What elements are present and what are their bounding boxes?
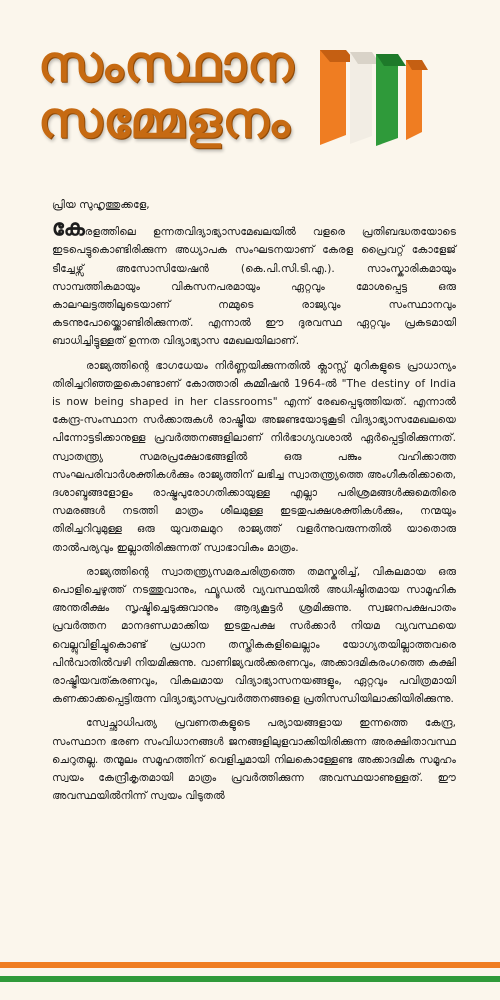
stripe-green <box>0 976 500 982</box>
letter-body <box>52 196 456 812</box>
paragraph-2-text-after: എന്ന് രേഖപ്പെടുത്തിയത്. എന്നാൽ കേന്ദ്ര-സംസ്ഥാന സർക്കാരുകൾ രാഷ്ട്രീയ അജണ്ടയോടുകൂടി വിദ്യാഭ്യാസമേഖലയെ പിന്നോട്ടടിക്കാനുള്ള പ്രവർത്തനങ്ങളിലാണ് നിർഭാഗ്യവശാൽ ഏർപ്പെട്ടിരിക്കുന്നത്. സ്വാതന്ത്ര്യ സമരപ്രക്ഷോഭങ്ങളിൽ ഒരു പങ്കും വഹിക്കാത്ത സംഘപരിവാർശക്തികൾക്കും രാജ്യത്തിന് ലഭിച്ച സ്വാതന്ത്ര്യത്തെ അംഗീകരിക്കാതെ, ദശാബ്ദങ്ങളോളം രാഷ്ട്രപുരോഗതിക്കായുള്ള എല്ലാ പരിശ്രമങ്ങൾക്കുമെതിരെ സമരങ്ങൾ നടത്തി മാത്രം ശീലമുള്ള ഇടതുപക്ഷശക്തികൾക്കും, നന്മയും തിരിച്ചറിവുമുള്ള ഒരു യുവതലമുറ രാജ്യത്ത് വളർന്നുവരുന്നതിൽ യാതൊരു താൽപര്യവും ഇല്ലാതിരിക്കുന്നത് സ്വാഭാവികം മാത്രം. <box>52 396 457 554</box>
tricolor-footer-stripes <box>0 962 500 1000</box>
title-line-1: സംസ്ഥാന <box>38 35 295 93</box>
drop-cap: കേ <box>52 216 85 242</box>
paragraph-3: രാജ്യത്തിന്റെ സ്വാതന്ത്ര്യസമരചരിത്രത്തെ തമസ്കരിച്ച്, വികലമായ ഒരു പൊളിച്ചെഴുത്ത് നടത്തുവാനും, ഫ്യൂഡൽ വ്യവസ്ഥയിൽ അധിഷ്ഠിതമായ സാമൂഹിക അന്തരീക്ഷം സൃഷ്ടിച്ചെടുക്കുവാനും ആദ്യകൂട്ടർ ശ്രമിക്കുന്നു. സ്വജനപക്ഷപാതം പ്രവർത്തന മാനദണ്ഡമാക്കിയ ഇടതുപക്ഷ സർക്കാർ നിയമ വ്യവസ്ഥയെ വെല്ലുവിളിച്ചുകൊണ്ട് പ്രധാന തസ്തികകളിലെല്ലാം യോഗ്യതയില്ലാത്തവരെ പിൻവാതിൽവഴി നിയമിക്കുന്നു. വാണിജ്യവൽക്കരണവും, അക്കാദമികരംഗത്തെ കക്ഷി രാഷ്ട്രീയവത്കരണവും, വികലമായ വിദ്യാഭ്യാസനയങ്ങളും, ഏറ്റവും പവിത്രമായി കണക്കാക്കപ്പെട്ടിരുന്ന വിദ്യാഭ്യാസപ്രവർത്തനങ്ങളെ പ്രതിസന്ധിയിലാക്കിയിരിക്കുന്നു. <box>52 565 456 706</box>
paragraph-4: സ്വേച്ഛാധിപത്യ പ്രവണതകളുടെ പര്യായങ്ങളായ ഇന്നത്തെ കേന്ദ്ര, സംസ്ഥാന ഭരണ സംവിധാനങ്ങൾ ജനങ്ങളിലുളവാക്കിയിരിക്കുന്ന അരക്ഷിതാവസ്ഥ ചെറുതല്ല. തന്മൂലം സമൂഹത്തിന് വെളിച്ചമായി നിലകൊള്ളേണ്ട അക്കാദമിക സമൂഹം സ്വയം കേന്ദ്രീകൃതമായി മാത്രം പ്രവർത്തിക്കുന്ന അവസ്ഥയാണുള്ളത്. ഈ അവസ്ഥയിൽനിന്ന് സ്വയം വിടുതൽ <box>52 717 456 803</box>
header <box>0 0 500 170</box>
tricolor-ribbon-icon <box>300 40 440 150</box>
kothari-quote: "The destiny of India is now being shaped in her classrooms" <box>52 377 456 409</box>
paragraph-1-text: രളത്തിലെ ഉന്നതവിദ്യാഭ്യാസമേഖലയിൽ വളരെ പ്രതിബദ്ധതയോടെ ഇടപെട്ടുകൊണ്ടിരിക്കുന്ന അധ്യാപക സംഘടനയാണ് കേരള പ്രൈവറ്റ് കോളേജ് ടീച്ചേഴ്സ് അസോസിയേഷൻ (കെ.പി.സി.ടി.എ.). സാംസ്കാരികമായും സാമ്പത്തികമായും വികസനപരമായും ഏറ്റവും മോശപ്പെട്ട ഒരു കാലഘട്ടത്തിലൂടെയാണ് നമ്മുടെ രാജ്യവും സംസ്ഥാനവും കടന്നുപോയ്ക്കൊണ്ടിരിക്കുന്നത്. എന്നാൽ ഈ ദുരവസ്ഥ ഏറ്റവും പ്രകടമായി ബാധിച്ചിട്ടുള്ളത് ഉന്നത വിദ്യാഭ്യാസ മേഖലയിലാണ്. <box>52 226 456 348</box>
salutation: പ്രിയ സുഹൃത്തുക്കളേ, <box>52 199 150 211</box>
stripe-white <box>0 968 500 976</box>
paragraph-2 <box>52 357 456 557</box>
paragraph-2-text-before: രാജ്യത്തിന്റെ ഭാഗധേയം നിർണ്ണയിക്കുന്നതിൽ ക്ലാസ്സ് മുറികളുടെ പ്രാധാന്യം തിരിച്ചറിഞ്ഞതുകൊണ്ടാണ് കോത്താരി കമ്മീഷൻ 1964-ൽ <box>52 359 456 390</box>
title-line-2: സമ്മേളനം <box>38 91 291 149</box>
paragraph-1 <box>52 216 456 350</box>
